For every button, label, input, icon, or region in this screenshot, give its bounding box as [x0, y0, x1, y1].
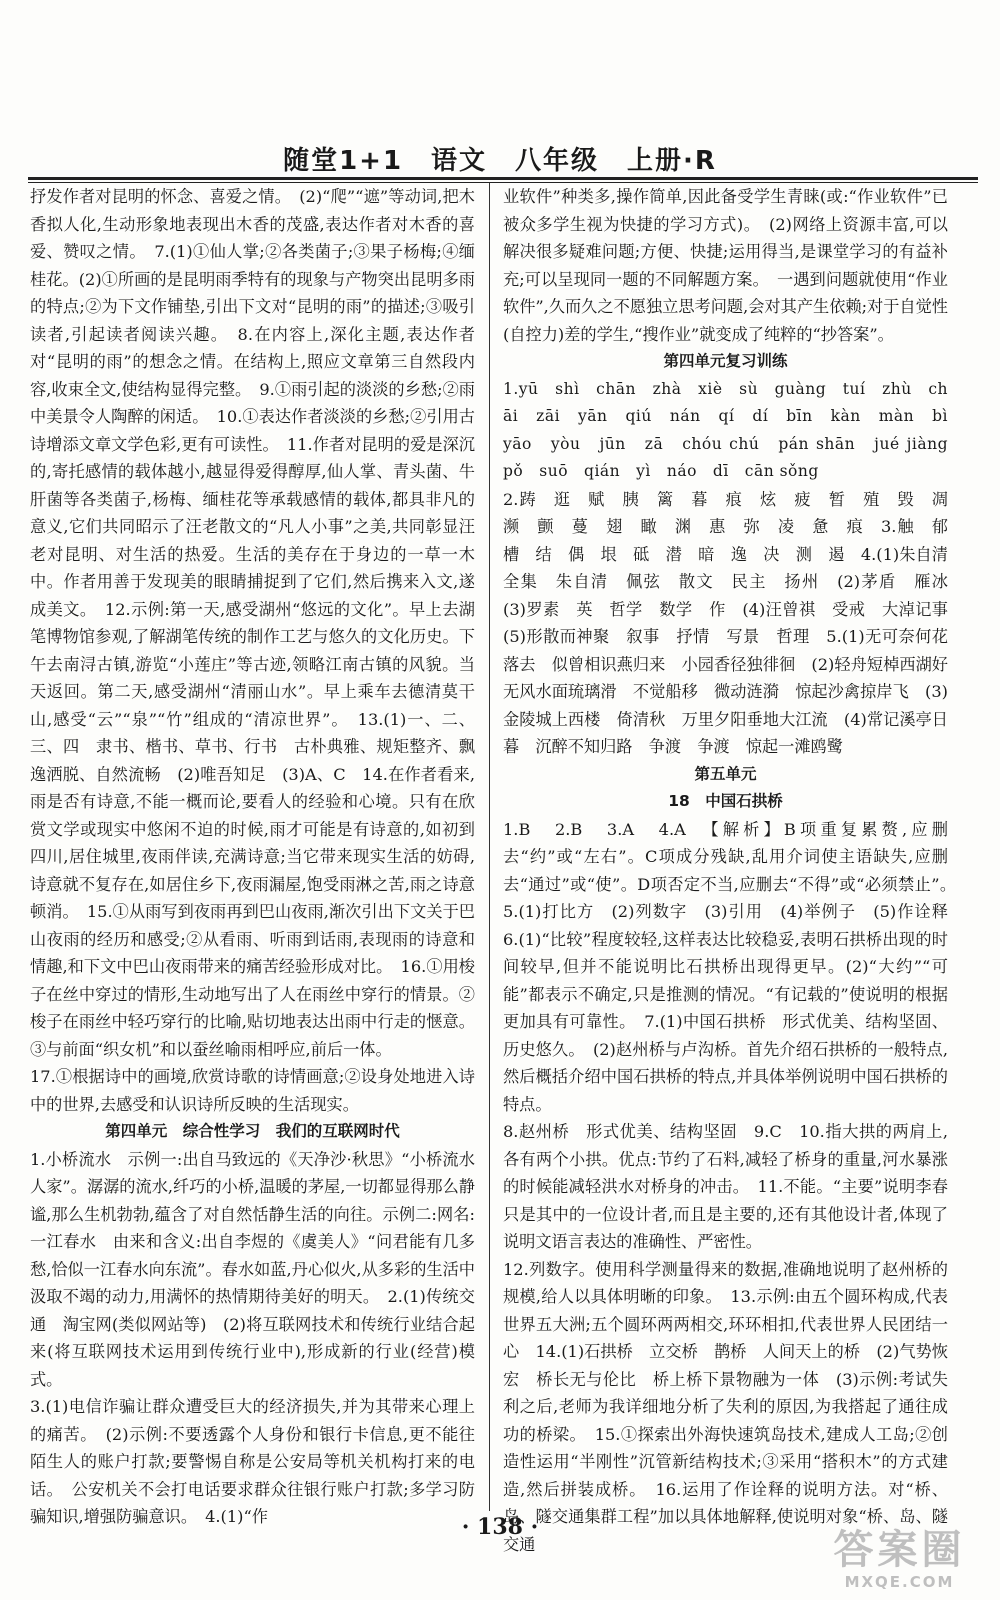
- answer-block: 3.(1)电信诈骗让群众遭受巨大的经济损失,并为其带来心理上的痛苦。 (2)示例:不要透露个人身份和银行卡信息,更不能往陌生人的账户打款;要警惕自称是公安局等机关机构打来的电话。 公安机关不会打电话要求群众往银行账户打款;多学习防骗知识,增强防骗意识。 4.(1)“作: [30, 1397, 475, 1526]
- lesson-title: 18 中国石拱桥: [668, 792, 783, 810]
- answer-block: 1.小桥流水 示例一:出自马致远的《天净沙·秋思》“小桥流水人家”。潺潺的流水,纤巧的小桥,温暖的茅屋,一切都显得那么静谧,那么生机勃勃,蕴含了对自然恬静生活的向往。示例二:网名:一江春水 由来和含义:出自李煜的《虞美人》“问君能有几多愁,恰似一江春水向东流”。春水如蓝,丹心似火,从多彩的生活中汲取不竭的动力,用满怀的热情期待美好的明天。 2.(1)传统交通 淘宝网(类似网站等) (2)将互联网技术和传统行业结合起来(将互联网技术运用到传统行业中),形成新的行业(经营)模式。: [30, 1149, 475, 1389]
- answer-block: 8.赵州桥 形式优美、结构坚固 9.C 10.指大拱的两肩上,各有两个小拱。优点:节约了石料,减轻了桥身的重量,河水暴涨的时候能减轻洪水对桥身的冲击。 11.不能。“主要”说明李春只是其中的一位设计者,而且是主要的,还有其他设计者,体现了说明文语言表达的准确性、严密性。: [503, 1122, 948, 1251]
- answer-block: 1.B 2.B 3.A 4.A 【解析】B项重复累赘,应删去“约”或“左右”。C项成分残缺,乱用介词使主语缺失,应删去“通过”或“使”。D项否定不当,应删去“不得”或“必须禁止”。 5.(1)打比方 (2)列数字 (3)引用 (4)举例子 (5)作诠释 6.(1)“比较”程度较轻,这样表达比较稳妥,表明石拱桥出现的时间较早,但并不能说明比石拱桥出现得更早。(2)“大约”“可能”都表示不确定,只是推测的情况。“有记载的”使说明的根据更加具有可靠性。 7.(1)中国石拱桥 形式优美、结构坚固、历史悠久。 (2)赵州桥与卢沟桥。首先介绍石拱桥的一般特点,然后概括介绍中国石拱桥的特点,并具体举例说明中国石拱桥的特点。: [503, 819, 965, 1114]
- answer-block: 业软件”种类多,操作简单,因此备受学生青睐(或:“作业软件”已被众多学生视为快捷的学习方式)。 (2)网络上资源丰富,可以解决很多疑难问题;方便、快捷;运用得当,是课堂学习的有益补充;可以呈现同一题的不同解题方案。 一遇到问题就使用“作业软件”,久而久之不愿独立思考问题,会对其产生依赖;对于自觉性(自控力)差的学生,“搜作业”就变成了纯粹的“抄答案”。: [503, 187, 948, 344]
- column-divider: [489, 183, 490, 1511]
- page-header-title: 随堂1+1 语文 八年级 上册·R: [283, 146, 717, 176]
- section-heading: 第四单元 综合性学习 我们的互联网时代: [105, 1122, 400, 1140]
- section-heading: 第五单元: [694, 764, 757, 783]
- section-heading: 第四单元复习训练: [663, 352, 788, 370]
- answer-block: 17.①根据诗中的画境,欣赏诗歌的诗情画意;②设身处地进入诗中的世界,去感受和认识诗所反映的生活现实。: [30, 1067, 475, 1114]
- header-rule-thick: [28, 177, 978, 180]
- watermark-url: MXQE.COM: [844, 1573, 955, 1591]
- answer-block: 2.踌 逛 赋 胰 篱 暮 痕 炫 疲 暂 殖 毁 凋 濒 颤 蔓 翅 瞰 渊 惠 弥 凌 惫 痕 3.触 郁 槽 结 偶 垠 砥 潜 暗 逸 决 测 遏 4.(1)朱自清全集 朱自清 佩弦 散文 民主 扬州 (2)茅盾 雁冰 (3)罗素 英 哲学 数学 作 (4)汪曾祺 受戒 大淖记事 (5)形散而神聚 叙事 抒情 写景 哲理 5.(1)无可奈何花落去 似曾相识燕归来 小园香径独徘徊 (2)轻舟短棹西湖好 无风水面琉璃滑 不觉船移 微动涟漪 惊起沙禽掠岸飞 (3)金陵城上西楼 倚清秋 万里夕阳垂地大江流 (4)常记溪亭日暮 沉醉不知归路 争渡 争渡 惊起一滩鸥鹭: [503, 489, 965, 756]
- answer-block: 12.列数字。使用科学测量得来的数据,准确地说明了赵州桥的规模,给人以具体明晰的印象。 13.示例:由五个圆环构成,代表世界五大洲;五个圆环两两相交,环环相扣,代表世界人民团结一心 14.(1)石拱桥 立交桥 鹊桥 人间天上的桥 (2)气势恢宏 桥长无与伦比 桥上桥下景物融为一体 (3)示例:考试失利之后,老师为我详细地分析了失利的原因,为我搭起了通往成功的桥梁。 15.①探索出外海快速筑岛技术,建成人工岛;②创造性运用“半刚性”沉管新结构技术;③采用“搭积木”的方式建造,然后拼装成桥。 16.运用了作诠释的说明方法。对“桥、岛、隧交通集群工程”加以具体地解释,使说明对象“桥、岛、隧交通: [503, 1259, 948, 1554]
- watermark-text: 答案圈: [833, 1527, 966, 1573]
- page-number: · 138 ·: [461, 1514, 539, 1540]
- pinyin-answers: 1.yū shì chān zhà xiè sù guàng tuí zhù chāi zāi yān qiú nán qí dí bīn kàn màn bì yāo yòu jūn zā chóu chú pán shān jué jiàng pǒ suō qián yì náo dī cān sǒng: [503, 379, 965, 480]
- answer-block: 抒发作者对昆明的怀念、喜爱之情。 (2)“爬”“遮”等动词,把木香拟人化,生动形象地表现出木香的茂盛,表达作者对木香的喜爱、赞叹之情。 7.(1)①仙人掌;②各类菌子;③果子杨梅;④缅桂花。(2)①所画的是昆明雨季特有的现象与产物突出昆明多雨的特点;②为下文作铺垫,引出下文对“昆明的雨”的描述;③吸引读者,引起读者阅读兴趣。 8.在内容上,深化主题,表达作者对“昆明的雨”的想念之情。在结构上,照应文章第三自然段内容,收束全文,使结构显得完整。 9.①雨引起的淡淡的乡愁;②雨中美景令人陶醉的闲适。 10.①表达作者淡淡的乡愁;②引用古诗增添文章文学色彩,更有可读性。 11.作者对昆明的爱是深沉的,寄托感情的载体越小,越显得爱得醇厚,仙人掌、青头菌、牛肝菌等各类菌子,杨梅、缅桂花等承载感情的载体,都具非凡的意义,它们共同昭示了汪老散文的“凡人小事”之美,共同彰显汪老对昆明、对生活的热爱。生活的美存在于身边的一草一木中。作者用善于发现美的眼睛捕捉到了它们,然后携来入文,遂成美文。 12.示例:第一天,感受湖州“悠远的文化”。早上去湖笔博物馆参观,了解湖笔传统的制作工艺与悠久的文化历史。下午去南浔古镇,游览“小莲庄”等古迹,领略江南古镇的风貌。当天返回。第二天,感受湖州“清丽山水”。早上乘车去德清莫干山,感受“云”“泉”“竹”组成的“清凉世界”。 13.(1)一、二、三、四 隶书、楷书、草书、行书 古朴典雅、规矩整齐、飘逸洒脱、自然流畅 (2)唯吾知足 (3)A、C 14.在作者看来,雨是否有诗意,不能一概而论,要看人的经验和心境。只有在欣赏文学或现实中悠闲不迫的时候,雨才可能是有诗意的,如初到四川,居住城里,夜雨伴读,充满诗意;当它带来现实生活的妨碍,诗意就不复存在,如居住乡下,夜雨漏屋,饱受雨淋之苦,雨之诗意顿消。 15.①从雨写到夜雨再到巴山夜雨,渐次引出下文关于巴山夜雨的经历和感受;②从看雨、听雨到话雨,表现雨的诗意和情趣,和下文中巴山夜雨带来的痛苦经验形成对比。 16.①用梭子在丝中穿过的情形,生动地写出了人在雨丝中穿行的情景。②梭子在雨丝中轻巧穿行的比喻,贴切地表达出雨中行走的惬意。③与前面“织女机”和以蚕丝喻雨相呼应,前后一体。: [30, 187, 475, 1059]
- watermark-logo: [812, 1528, 987, 1596]
- left-column: [30, 183, 475, 1526]
